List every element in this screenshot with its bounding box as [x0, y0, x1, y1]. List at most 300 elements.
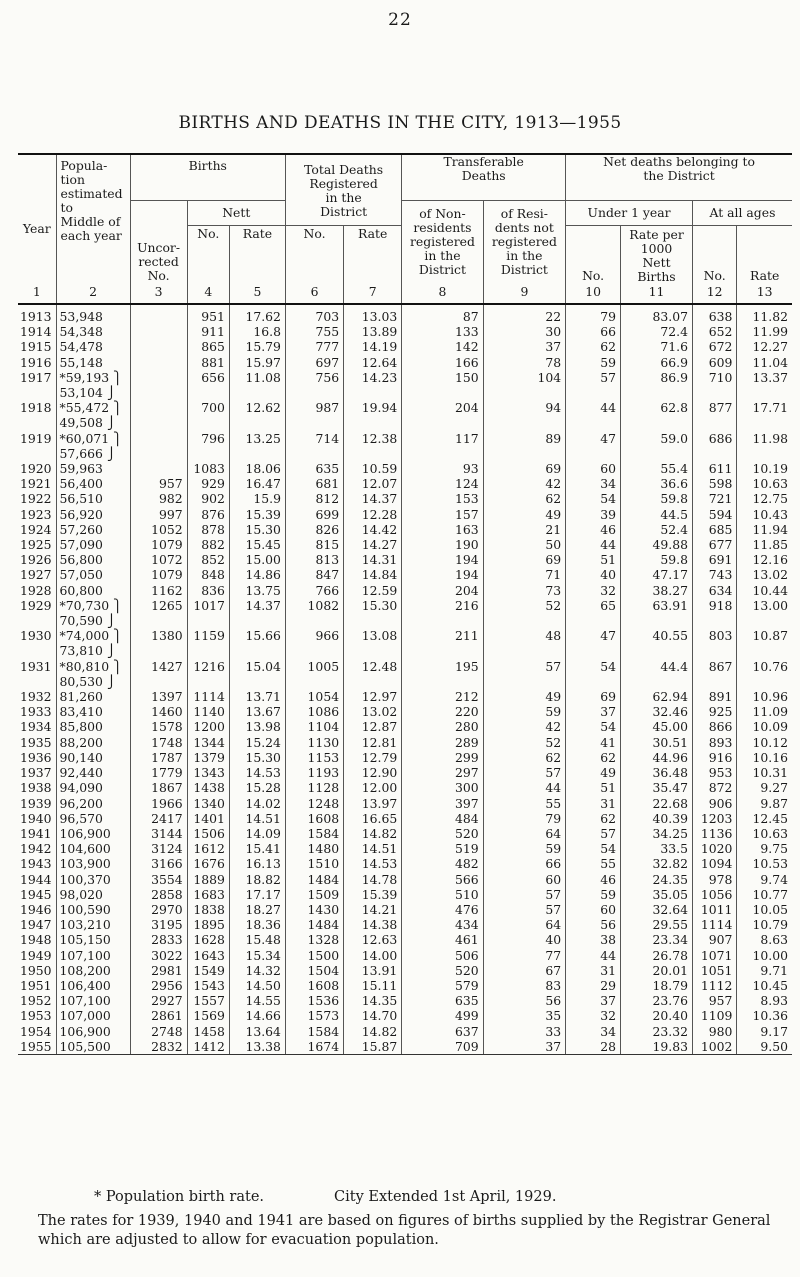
cell-all-ages-rate: 12.45 — [737, 811, 792, 826]
cell-year: 1913 — [20, 309, 52, 324]
cell-nett-births-no: 881 — [187, 355, 229, 370]
col-number: 13 — [737, 285, 792, 304]
cell-total-deaths-no: 1054 — [285, 689, 343, 704]
cell-under1-no: 31 — [566, 796, 621, 811]
cell-population — [56, 431, 130, 461]
cell-transferable-non-residents: 506 — [402, 948, 483, 963]
cell-transferable-non-residents: 300 — [402, 780, 483, 795]
cell-total-deaths-rate: 14.37 — [344, 491, 402, 506]
population-line: 107,100 — [59, 993, 111, 1009]
cell-under1-rate: 49.88 — [621, 537, 693, 552]
cell-total-deaths-rate: 12.63 — [344, 932, 402, 947]
cell-uncorrected-births: 2858 — [130, 887, 187, 902]
cell-transferable-residents: 50 — [483, 537, 565, 552]
cell-total-deaths-no: 1608 — [285, 811, 343, 826]
cell-under1-rate: 44.4 — [621, 659, 693, 689]
cell-nett-births-no: 1412 — [187, 1039, 229, 1055]
cell-under1-no: 44 — [566, 537, 621, 552]
cell-uncorrected-births: 2861 — [130, 1008, 187, 1023]
cell-transferable-non-residents: 194 — [402, 552, 483, 567]
cell-uncorrected-births: 2927 — [130, 993, 187, 1008]
table-row — [18, 780, 792, 795]
cell-under1-no: 66 — [566, 324, 621, 339]
cell-uncorrected-births — [130, 304, 187, 324]
cell-population — [56, 476, 130, 491]
cell-all-ages-no: 1051 — [692, 963, 736, 978]
cell-transferable-residents: 66 — [483, 856, 565, 871]
table-row — [18, 1008, 792, 1023]
population-line: 57,666 ⎭ — [59, 445, 117, 461]
cell-nett-births-no: 929 — [187, 476, 229, 491]
cell-total-deaths-rate: 12.38 — [344, 431, 402, 461]
cell-transferable-non-residents: 93 — [402, 461, 483, 476]
table-row — [18, 887, 792, 902]
cell-year: 1914 — [20, 324, 52, 340]
cell-nett-births-rate: 12.62 — [229, 400, 285, 430]
cell-year: 1919 — [20, 430, 52, 446]
cell-transferable-non-residents: 190 — [402, 537, 483, 552]
cell-uncorrected-births: 1162 — [130, 583, 187, 598]
cell-population — [56, 598, 130, 628]
cell-all-ages-rate: 10.63 — [737, 826, 792, 841]
cell-nett-births-no: 1557 — [187, 993, 229, 1008]
cell-uncorrected-births: 1427 — [130, 659, 187, 689]
cell-transferable-residents: 48 — [483, 628, 565, 658]
population-line: 103,900 — [59, 856, 111, 872]
population-line: *80,810 ⎫ — [59, 658, 123, 674]
cell-nett-births-rate: 14.32 — [229, 963, 285, 978]
cell-total-deaths-no: 1130 — [285, 735, 343, 750]
table-row — [18, 689, 792, 704]
cell-all-ages-no: 925 — [692, 704, 736, 719]
cell-all-ages-no: 906 — [692, 796, 736, 811]
cell-nett-births-no: 1438 — [187, 780, 229, 795]
cell-under1-rate: 38.27 — [621, 583, 693, 598]
population-line: 56,510 — [59, 491, 103, 507]
births-deaths-table-container — [18, 153, 792, 1055]
cell-nett-births-rate: 13.71 — [229, 689, 285, 704]
cell-total-deaths-rate: 16.65 — [344, 811, 402, 826]
cell-total-deaths-rate: 14.84 — [344, 567, 402, 582]
cell-under1-no: 62 — [566, 339, 621, 354]
cell-all-ages-rate: 8.63 — [737, 932, 792, 947]
header-uncorrected — [130, 201, 187, 286]
cell-under1-no: 32 — [566, 583, 621, 598]
population-line: *70,730 ⎫ — [59, 597, 123, 613]
cell-year: 1932 — [20, 689, 52, 705]
cell-total-deaths-no: 1509 — [285, 887, 343, 902]
cell-all-ages-no: 611 — [692, 461, 736, 476]
cell-nett-births-rate: 15.45 — [229, 537, 285, 552]
cell-all-ages-no: 803 — [692, 628, 736, 658]
header-uncorrected-line: Uncor- — [137, 240, 181, 255]
cell-year: 1946 — [20, 901, 52, 917]
table-row — [18, 750, 792, 765]
population-line: 59,963 — [59, 461, 103, 477]
header-under-1-year: Under 1 year — [566, 201, 693, 226]
cell-nett-births-no: 1838 — [187, 902, 229, 917]
cell-population — [56, 826, 130, 841]
cell-uncorrected-births: 1966 — [130, 796, 187, 811]
cell-all-ages-rate: 10.44 — [737, 583, 792, 598]
table-row — [18, 431, 792, 461]
cell-year: 1954 — [20, 1023, 52, 1039]
population-line: 53,948 — [59, 309, 103, 324]
cell-transferable-non-residents: 566 — [402, 872, 483, 887]
cell-total-deaths-no: 1104 — [285, 719, 343, 734]
cell-all-ages-no: 953 — [692, 765, 736, 780]
cell-all-ages-no: 609 — [692, 355, 736, 370]
population-line: 96,570 — [59, 810, 103, 826]
cell-population — [56, 765, 130, 780]
cell-all-ages-no: 957 — [692, 993, 736, 1008]
cell-nett-births-rate: 18.06 — [229, 461, 285, 476]
cell-under1-no: 57 — [566, 370, 621, 400]
cell-under1-no: 62 — [566, 811, 621, 826]
population-line: 96,200 — [59, 795, 103, 811]
cell-nett-births-rate: 15.9 — [229, 491, 285, 506]
cell-all-ages-rate: 10.53 — [737, 856, 792, 871]
cell-year: 1938 — [20, 780, 52, 796]
header-rate-per-1000-line: Nett — [642, 255, 671, 270]
cell-nett-births-rate: 11.08 — [229, 370, 285, 400]
cell-nett-births-rate: 17.17 — [229, 887, 285, 902]
table-row — [18, 339, 792, 354]
cell-under1-no: 51 — [566, 780, 621, 795]
cell-all-ages-no: 677 — [692, 537, 736, 552]
cell-under1-rate: 32.64 — [621, 902, 693, 917]
cell-population — [56, 780, 130, 795]
cell-total-deaths-rate: 13.08 — [344, 628, 402, 658]
cell-uncorrected-births: 2417 — [130, 811, 187, 826]
header-total-deaths-line: in the — [325, 190, 362, 205]
cell-population — [56, 370, 130, 400]
cell-year: 1936 — [20, 749, 52, 765]
cell-transferable-residents: 33 — [483, 1024, 565, 1039]
col-number: 9 — [483, 285, 565, 304]
population-line: 105,500 — [59, 1038, 111, 1054]
cell-year: 1933 — [20, 704, 52, 720]
cell-nett-births-no: 1683 — [187, 887, 229, 902]
cell-under1-rate: 23.76 — [621, 993, 693, 1008]
cell-nett-births-rate: 14.53 — [229, 765, 285, 780]
header-transferable-line: Transferable — [443, 154, 524, 169]
header-transferable-line: Deaths — [461, 168, 506, 183]
cell-nett-births-no: 1458 — [187, 1024, 229, 1039]
cell-transferable-residents: 94 — [483, 400, 565, 430]
cell-all-ages-rate: 9.71 — [737, 963, 792, 978]
header-population-line: to — [60, 200, 73, 215]
cell-nett-births-rate: 13.38 — [229, 1039, 285, 1055]
header-rate-per-1000-line: 1000 — [640, 241, 673, 256]
cell-transferable-non-residents: 195 — [402, 659, 483, 689]
cell-under1-rate: 62.8 — [621, 400, 693, 430]
population-line: 53,104 ⎭ — [59, 385, 117, 401]
cell-total-deaths-rate: 12.48 — [344, 659, 402, 689]
header-deaths-no: No. — [285, 226, 343, 286]
cell-under1-no: 44 — [566, 400, 621, 430]
cell-uncorrected-births: 1079 — [130, 537, 187, 552]
header-residents-not-line: dents not — [494, 220, 554, 235]
cell-uncorrected-births: 1867 — [130, 780, 187, 795]
cell-under1-rate: 24.35 — [621, 872, 693, 887]
cell-uncorrected-births: 1748 — [130, 735, 187, 750]
cell-transferable-residents: 69 — [483, 552, 565, 567]
cell-total-deaths-no: 699 — [285, 507, 343, 522]
population-line: 106,400 — [59, 977, 111, 993]
cell-under1-no: 54 — [566, 719, 621, 734]
cell-transferable-non-residents: 297 — [402, 765, 483, 780]
cell-transferable-residents: 64 — [483, 917, 565, 932]
cell-under1-no: 60 — [566, 902, 621, 917]
cell-nett-births-no: 848 — [187, 567, 229, 582]
cell-transferable-residents: 62 — [483, 750, 565, 765]
cell-all-ages-rate: 10.00 — [737, 948, 792, 963]
cell-uncorrected-births: 1052 — [130, 522, 187, 537]
cell-nett-births-no: 852 — [187, 552, 229, 567]
population-line: 83,410 — [59, 704, 103, 720]
cell-nett-births-no: 1344 — [187, 735, 229, 750]
header-nett-rate: Rate — [229, 226, 285, 286]
cell-under1-rate: 86.9 — [621, 370, 693, 400]
cell-population — [56, 522, 130, 537]
cell-nett-births-no: 1628 — [187, 932, 229, 947]
cell-transferable-non-residents: 510 — [402, 887, 483, 902]
cell-total-deaths-no: 635 — [285, 461, 343, 476]
cell-nett-births-rate: 13.75 — [229, 583, 285, 598]
cell-transferable-residents: 22 — [483, 304, 565, 324]
cell-transferable-residents: 37 — [483, 1039, 565, 1055]
cell-nett-births-rate: 15.66 — [229, 628, 285, 658]
cell-nett-births-no: 1379 — [187, 750, 229, 765]
cell-nett-births-no: 1643 — [187, 948, 229, 963]
cell-total-deaths-rate: 12.79 — [344, 750, 402, 765]
population-line: 70,590 ⎭ — [59, 613, 117, 629]
cell-population — [56, 628, 130, 658]
cell-transferable-non-residents: 216 — [402, 598, 483, 628]
cell-all-ages-no: 598 — [692, 476, 736, 491]
cell-total-deaths-rate: 13.89 — [344, 324, 402, 339]
cell-uncorrected-births: 2970 — [130, 902, 187, 917]
cell-total-deaths-rate: 14.70 — [344, 1008, 402, 1023]
cell-transferable-residents: 67 — [483, 963, 565, 978]
cell-year: 1941 — [20, 825, 52, 841]
cell-all-ages-rate: 10.79 — [737, 917, 792, 932]
header-all-ages-no: No. — [692, 226, 736, 286]
cell-transferable-non-residents: 87 — [402, 304, 483, 324]
header-non-residents-line: in the — [424, 248, 461, 263]
cell-transferable-non-residents: 299 — [402, 750, 483, 765]
cell-under1-no: 44 — [566, 948, 621, 963]
cell-transferable-non-residents: 133 — [402, 324, 483, 339]
cell-total-deaths-no: 813 — [285, 552, 343, 567]
cell-transferable-non-residents: 204 — [402, 400, 483, 430]
cell-total-deaths-no: 847 — [285, 567, 343, 582]
table-row — [18, 735, 792, 750]
cell-year: 1943 — [20, 856, 52, 872]
cell-all-ages-no: 1112 — [692, 978, 736, 993]
cell-total-deaths-no: 987 — [285, 400, 343, 430]
cell-under1-rate: 32.82 — [621, 856, 693, 871]
cell-transferable-non-residents: 194 — [402, 567, 483, 582]
cell-all-ages-no: 691 — [692, 552, 736, 567]
cell-transferable-non-residents: 157 — [402, 507, 483, 522]
cell-population — [56, 856, 130, 871]
cell-transferable-non-residents: 579 — [402, 978, 483, 993]
cell-under1-no: 62 — [566, 750, 621, 765]
cell-year: 1950 — [20, 962, 52, 978]
cell-under1-rate: 55.4 — [621, 461, 693, 476]
cell-population — [56, 750, 130, 765]
table-row — [18, 978, 792, 993]
rates-note: The rates for 1939, 1940 and 1941 are based on figures of births supplied by the Registrar General which are adjusted to allow for evacuation population. — [38, 1213, 771, 1248]
population-line: 56,920 — [59, 506, 103, 522]
cell-nett-births-no: 656 — [187, 370, 229, 400]
cell-under1-no: 39 — [566, 507, 621, 522]
cell-total-deaths-rate: 14.42 — [344, 522, 402, 537]
cell-under1-no: 47 — [566, 628, 621, 658]
cell-population — [56, 1008, 130, 1023]
table-row — [18, 993, 792, 1008]
cell-total-deaths-no: 1082 — [285, 598, 343, 628]
cell-transferable-residents: 49 — [483, 507, 565, 522]
population-line: 106,900 — [59, 1023, 111, 1039]
cell-total-deaths-rate: 14.31 — [344, 552, 402, 567]
header-residents-not-line: District — [500, 262, 548, 277]
cell-under1-rate: 36.48 — [621, 765, 693, 780]
cell-total-deaths-no: 1128 — [285, 780, 343, 795]
cell-under1-no: 34 — [566, 1024, 621, 1039]
cell-nett-births-no: 1889 — [187, 872, 229, 887]
cell-year: 1928 — [20, 582, 52, 598]
cell-nett-births-rate: 15.24 — [229, 735, 285, 750]
cell-total-deaths-rate: 12.00 — [344, 780, 402, 795]
cell-transferable-non-residents: 289 — [402, 735, 483, 750]
population-line: 103,210 — [59, 917, 111, 933]
cell-transferable-non-residents: 212 — [402, 689, 483, 704]
cell-total-deaths-no: 1005 — [285, 659, 343, 689]
cell-under1-no: 60 — [566, 461, 621, 476]
header-total-deaths-line: Total Deaths — [304, 162, 384, 177]
population-line: *59,193 ⎫ — [59, 369, 123, 385]
cell-population — [56, 841, 130, 856]
cell-population — [56, 1039, 130, 1055]
population-line: 57,090 — [59, 537, 103, 553]
cell-total-deaths-no: 1608 — [285, 978, 343, 993]
cell-transferable-residents: 52 — [483, 598, 565, 628]
cell-nett-births-rate: 14.55 — [229, 993, 285, 1008]
cell-under1-no: 55 — [566, 856, 621, 871]
header-rate-per-1000 — [621, 226, 693, 286]
cell-uncorrected-births: 2832 — [130, 1039, 187, 1055]
cell-total-deaths-rate: 12.90 — [344, 765, 402, 780]
population-line: 88,200 — [59, 734, 103, 750]
table-row — [18, 583, 792, 598]
cell-population — [56, 978, 130, 993]
cell-all-ages-rate: 10.77 — [737, 887, 792, 902]
cell-transferable-residents: 37 — [483, 339, 565, 354]
cell-all-ages-rate: 9.50 — [737, 1039, 792, 1055]
cell-under1-no: 79 — [566, 304, 621, 324]
cell-nett-births-no: 1343 — [187, 765, 229, 780]
population-line: 49,508 ⎭ — [59, 415, 117, 431]
cell-uncorrected-births — [130, 400, 187, 430]
cell-year: 1923 — [20, 506, 52, 522]
cell-all-ages-no: 685 — [692, 522, 736, 537]
population-line: 57,050 — [59, 567, 103, 583]
cell-population — [56, 507, 130, 522]
col-number: 7 — [344, 285, 402, 304]
cell-under1-rate: 59.8 — [621, 552, 693, 567]
table-row — [18, 659, 792, 689]
header-total-deaths-line: Registered — [309, 176, 378, 191]
cell-transferable-residents: 55 — [483, 796, 565, 811]
cell-under1-rate: 59.8 — [621, 491, 693, 506]
table-row — [18, 796, 792, 811]
population-line: 80,530 ⎭ — [59, 673, 117, 689]
cell-total-deaths-no: 1086 — [285, 704, 343, 719]
header-uncorrected-line: rected — [138, 254, 179, 269]
cell-nett-births-no: 1549 — [187, 963, 229, 978]
cell-year: 1920 — [20, 461, 52, 477]
cell-year: 1934 — [20, 719, 52, 735]
col-number: 11 — [621, 285, 693, 304]
header-population-line: Popula- — [60, 158, 108, 173]
cell-transferable-residents: 78 — [483, 355, 565, 370]
cell-transferable-residents: 83 — [483, 978, 565, 993]
cell-all-ages-rate: 12.16 — [737, 552, 792, 567]
cell-all-ages-rate: 13.00 — [737, 598, 792, 628]
cell-year: 1929 — [20, 597, 52, 613]
cell-all-ages-rate: 10.63 — [737, 476, 792, 491]
cell-nett-births-rate: 14.86 — [229, 567, 285, 582]
cell-under1-rate: 63.91 — [621, 598, 693, 628]
cell-all-ages-no: 872 — [692, 780, 736, 795]
cell-all-ages-rate: 10.09 — [737, 719, 792, 734]
cell-total-deaths-rate: 14.82 — [344, 826, 402, 841]
cell-nett-births-no: 836 — [187, 583, 229, 598]
cell-total-deaths-rate: 14.38 — [344, 917, 402, 932]
cell-nett-births-rate: 18.82 — [229, 872, 285, 887]
cell-total-deaths-rate: 13.97 — [344, 796, 402, 811]
cell-uncorrected-births: 3554 — [130, 872, 187, 887]
header-deaths-rate: Rate — [344, 226, 402, 286]
cell-nett-births-no: 1200 — [187, 719, 229, 734]
cell-transferable-non-residents: 163 — [402, 522, 483, 537]
cell-transferable-residents: 42 — [483, 719, 565, 734]
cell-transferable-non-residents: 211 — [402, 628, 483, 658]
cell-population — [56, 659, 130, 689]
cell-population — [56, 917, 130, 932]
cell-nett-births-no: 911 — [187, 324, 229, 339]
cell-nett-births-rate: 14.50 — [229, 978, 285, 993]
population-line: 100,370 — [59, 871, 111, 887]
table-body — [18, 304, 792, 1054]
cell-nett-births-rate: 15.41 — [229, 841, 285, 856]
cell-uncorrected-births: 2981 — [130, 963, 187, 978]
header-non-residents-line: District — [418, 262, 466, 277]
cell-total-deaths-rate: 15.11 — [344, 978, 402, 993]
header-population-line: tion — [60, 172, 85, 187]
cell-nett-births-rate: 14.09 — [229, 826, 285, 841]
cell-all-ages-rate: 10.43 — [737, 507, 792, 522]
population-line: 107,000 — [59, 1008, 111, 1024]
cell-all-ages-rate: 10.05 — [737, 902, 792, 917]
header-all-ages: At all ages — [692, 201, 792, 226]
cell-under1-rate: 44.5 — [621, 507, 693, 522]
cell-year: 1948 — [20, 932, 52, 948]
col-number: 10 — [566, 285, 621, 304]
